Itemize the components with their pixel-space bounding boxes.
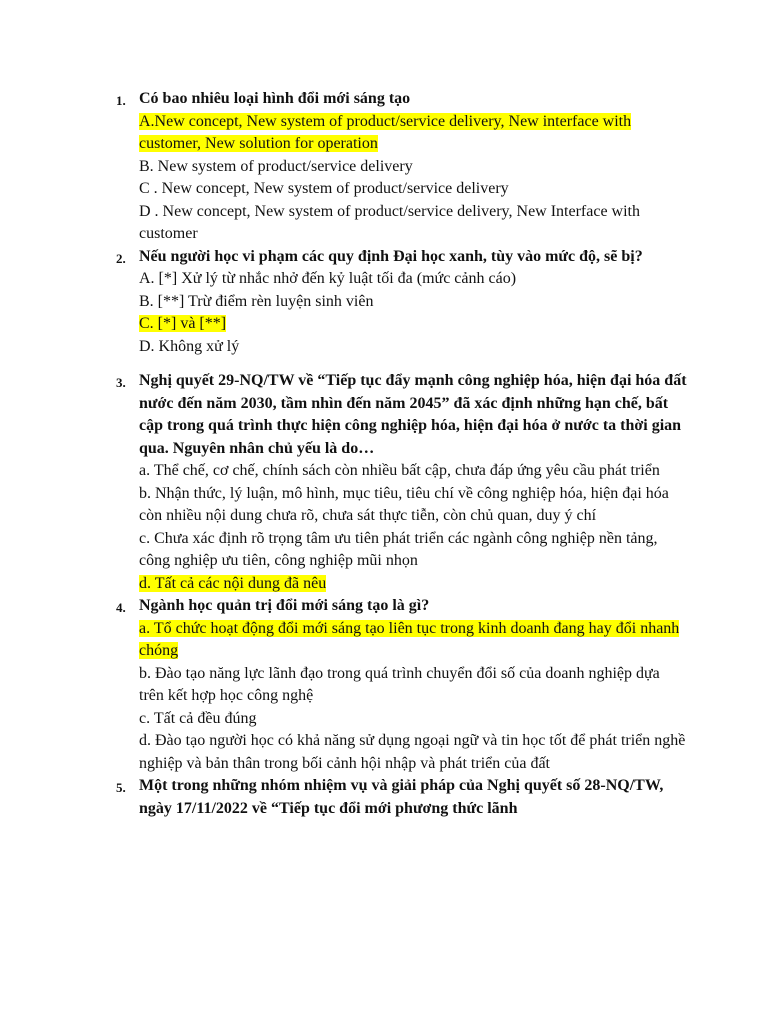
question-3 bbox=[0, 370, 768, 595]
answer-option-text-highlighted: a. Tổ chức hoạt động đổi mới sáng tạo liên tục trong kinh doanh đang hay đổi nhanh chóng bbox=[139, 619, 680, 659]
question-text: Một trong những nhóm nhiệm vụ và giải pháp của Nghị quyết số 28-NQ/TW, ngày 17/11/2022 về “Tiếp tục đổi mới phương thức lãnh bbox=[139, 777, 664, 817]
question-number: 4. bbox=[116, 600, 126, 615]
answer-option-a bbox=[139, 618, 688, 663]
answer-option-d: d. Đào tạo người học có khả năng sử dụng ngoại ngữ và tin học tốt để phát triển nghề nghiệp và bản thân trong bối cảnh hội nhập và phát triển của đất bbox=[139, 732, 686, 772]
answer-option-b: b. Nhận thức, lý luận, mô hình, mục tiêu, tiêu chí về công nghiệp hóa, hiện đại hóa còn nhiều nội dung chưa rõ, chưa sát thực tiễn, còn chủ quan, duy ý chí bbox=[139, 484, 669, 524]
answer-option-d: D . New concept, New system of product/service delivery, New Interface with customer bbox=[139, 202, 640, 242]
answer-option-c bbox=[139, 313, 688, 336]
answer-option-c: C . New concept, New system of product/service delivery bbox=[139, 180, 509, 197]
question-4 bbox=[0, 595, 768, 775]
answer-option-a: a. Thể chế, cơ chế, chính sách còn nhiều bất cập, chưa đáp ứng yêu cầu phát triển bbox=[139, 462, 660, 479]
question-5 bbox=[0, 775, 768, 820]
answer-option-text-highlighted: A.New concept, New system of product/service delivery, New interface with customer, New solution for operation bbox=[139, 112, 632, 152]
answer-option-b: b. Đào tạo năng lực lãnh đạo trong quá trình chuyển đổi số của doanh nghiệp dựa trên kết hợp học công nghệ bbox=[139, 664, 660, 704]
question-number: 3. bbox=[116, 375, 126, 390]
answer-option-a bbox=[139, 111, 688, 156]
question-number: 2. bbox=[116, 250, 126, 266]
question-number: 5. bbox=[116, 780, 126, 795]
question-text: Nghị quyết 29-NQ/TW về “Tiếp tục đẩy mạnh công nghiệp hóa, hiện đại hóa đất nước đến năm 2030, tầm nhìn đến năm 2045” đã xác định những hạn chế, bất cập trong quá trình thực hiện công nghiệp hóa, hiện đại hóa ở nước ta thời gian qua. Nguyên nhân chủ yếu là do… bbox=[139, 372, 687, 457]
question-number: 1. bbox=[116, 93, 126, 108]
answer-option-a: A. [*] Xử lý từ nhắc nhở đến kỷ luật tối đa (mức cảnh cáo) bbox=[139, 270, 517, 287]
answer-option-b: B. [**] Trừ điểm rèn luyện sinh viên bbox=[139, 292, 374, 310]
paragraph-gap bbox=[0, 358, 768, 370]
answer-option-c: c. Tất cả đều đúng bbox=[139, 709, 257, 727]
document-page bbox=[0, 88, 768, 820]
answer-option-text-highlighted: C. [*] và [**] bbox=[139, 315, 227, 332]
question-2 bbox=[0, 246, 768, 359]
answer-option-d bbox=[139, 573, 688, 596]
question-text: Có bao nhiêu loại hình đổi mới sáng tạo bbox=[139, 90, 411, 107]
question-text: Nếu người học vi phạm các quy định Đại học xanh, tùy vào mức độ, sẽ bị? bbox=[139, 247, 643, 265]
answer-option-c: c. Chưa xác định rõ trọng tâm ưu tiên phát triển các ngành công nghiệp nền tảng, công nghiệp ưu tiên, công nghiệp mũi nhọn bbox=[139, 529, 658, 569]
answer-option-b: B. New system of product/service delivery bbox=[139, 157, 413, 175]
answer-option-text-highlighted: d. Tất cả các nội dung đã nêu bbox=[139, 574, 327, 592]
answer-option-d: D. Không xử lý bbox=[139, 337, 240, 355]
question-1 bbox=[0, 88, 768, 246]
question-text: Ngành học quản trị đổi mới sáng tạo là gì? bbox=[139, 597, 430, 614]
